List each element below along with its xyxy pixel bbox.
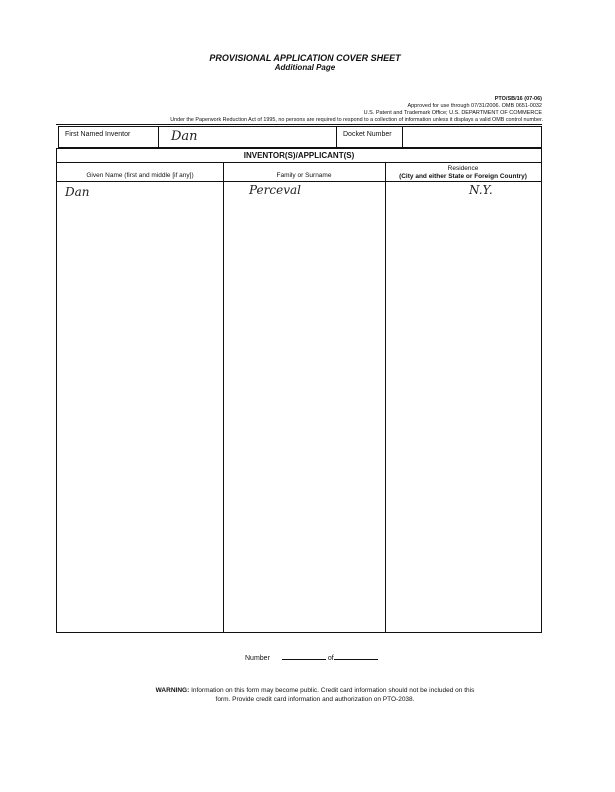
inventor-table: [56, 148, 542, 633]
form-number: PTO/SB/16 (07-06): [494, 96, 542, 102]
agency-line: U.S. Patent and Trademark Office; U.S. DEPARTMENT OF COMMERCE: [363, 110, 542, 116]
number-label: Number: [245, 655, 270, 662]
column-divider: [223, 162, 224, 632]
warning-text: Information on this form may become public. Credit card information should not be included on this form. Provide credit card information and authorization on PTO-2038.: [191, 687, 475, 703]
header-divider: [56, 124, 542, 125]
inventor-section-title: INVENTOR(S)/APPLICANT(S): [57, 149, 541, 163]
family-name-header: Family or Surname: [223, 162, 385, 182]
paperwork-notice: Under the Paperwork Reduction Act of 1995, no persons are required to respond to a collection of information unless it displays a valid OMB control number.: [170, 117, 543, 123]
approval-line: Approved for use through 07/31/2006. OMB 0651-0032: [407, 103, 542, 109]
header-row: [58, 126, 542, 148]
of-label: of: [327, 655, 334, 662]
column-divider: [385, 162, 386, 632]
form-title: PROVISIONAL APPLICATION COVER SHEET: [209, 53, 401, 63]
given-name-header: Given Name (first and middle [if any]): [57, 162, 223, 182]
residence-header: Residence (City and either State or Foreign Country): [385, 162, 541, 182]
first-named-inventor-field[interactable]: [159, 127, 337, 147]
of-blank[interactable]: [334, 659, 378, 660]
form-subtitle: Additional Page: [274, 63, 336, 72]
warning-label: WARNING:: [155, 687, 190, 694]
docket-number-label: Docket Number: [337, 127, 403, 147]
given-name-value: Dan: [65, 185, 90, 199]
warning-notice: [150, 686, 480, 704]
first-named-inventor-value: Dan: [171, 129, 198, 144]
family-name-value: Perceval: [249, 183, 301, 197]
residence-value: N.Y.: [469, 183, 493, 197]
page-number-line: [245, 655, 378, 662]
number-blank[interactable]: [282, 659, 326, 660]
docket-number-field[interactable]: [403, 127, 541, 147]
table-row[interactable]: [57, 183, 541, 203]
first-named-inventor-label: First Named Inventor: [59, 127, 159, 147]
